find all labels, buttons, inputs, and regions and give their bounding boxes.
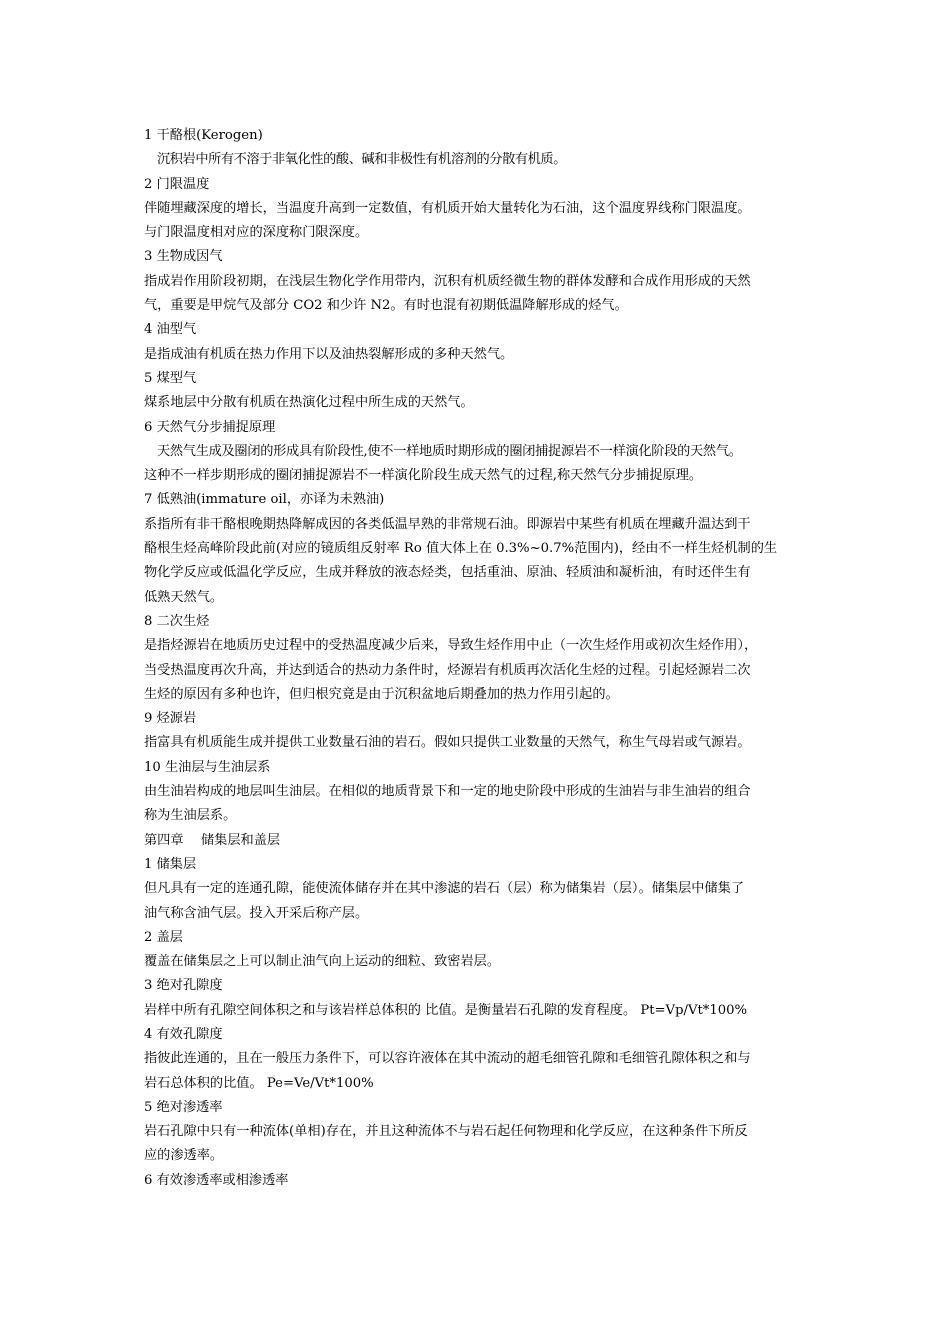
text-line: 这种不一样步期形成的圈闭捕捉源岩不一样演化阶段生成天然气的过程,称天然气分步捕捉原理。 [144,468,703,484]
text-line: 由生油岩构成的地层叫生油层。在相似的地质背景下和一定的地史阶段中形成的生油岩与非生油岩的组合 [144,784,751,800]
text-line: 与门限温度相对应的深度称门限深度。 [144,225,369,241]
text-line: 岩石孔隙中只有一种流体(单相)存在，并且这种流体不与岩石起任何物理和化学反应，在这种条件下所反 [144,1124,748,1140]
text-line: 油气称含油气层。投入开采后称产层。 [144,905,369,921]
text-line: 天然气生成及圈闭的形成具有阶段性,使不一样地质时期形成的圈闭捕捉源岩不一样演化阶段的天然气。 [157,443,742,459]
text-line: 2 门限温度 [144,176,210,192]
text-line: 酪根生烃高峰阶段此前(对应的镜质组反射率 Ro 值大体上在 0.3%~0.7%范围内)，经由不一样生烃机制的生 [144,541,778,557]
text-line: 是指烃源岩在地质历史过程中的受热温度减少后来，导致生烃作用中止（一次生烃作用或初次生烃作用）， [144,638,758,654]
text-line: 9 烃源岩 [144,711,197,727]
text-line: 指富具有机质能生成并提供工业数量石油的岩石。假如只提供工业数量的天然气，称生气母岩或气源岩。 [144,735,751,751]
text-line: 是指成油有机质在热力作用下以及油热裂解形成的多种天然气。 [144,346,514,362]
text-line: 6 有效渗透率或相渗透率 [144,1172,289,1188]
document-body [144,124,820,1193]
text-line: 5 煤型气 [144,370,197,386]
text-line: 第四章 储集层和盖层 [144,832,281,848]
text-line: 气，重要是甲烷气及部分 CO2 和少许 N2。有时也混有初期低温降解形成的烃气。 [144,298,628,314]
text-line: 当受热温度再次升高，并达到适合的热动力条件时，烃源岩有机质再次活化生烃的过程。引起烃源岩二次 [144,662,751,678]
text-line: 3 绝对孔隙度 [144,978,223,994]
text-line: 沉积岩中所有不溶于非氧化性的酸、碱和非极性有机溶剂的分散有机质。 [157,152,566,168]
text-line: 1 干酪根(Kerogen) [144,128,263,143]
text-line: 6 天然气分步捕捉原理 [144,419,276,435]
text-line: 4 有效孔隙度 [144,1026,223,1042]
text-line: 5 绝对渗透率 [144,1099,223,1115]
text-line: 指彼此连通的，且在一般压力条件下，可以容许液体在其中流动的超毛细管孔隙和毛细管孔隙体积之和与 [144,1051,751,1067]
text-line: 称为生油层系。 [144,808,237,824]
text-line: 2 盖层 [144,929,183,945]
text-line: 生烃的原因有多种也许，但归根究竟是由于沉积盆地后期叠加的热力作用引起的。 [144,686,619,702]
text-line: 10 生油层与生油层系 [144,759,271,775]
text-line: 系指所有非干酪根晚期热降解成因的各类低温早熟的非常规石油。即源岩中某些有机质在埋藏升温达到干 [144,516,751,532]
text-line: 指成岩作用阶段初期，在浅层生物化学作用带内，沉积有机质经微生物的群体发酵和合成作用形成的天然 [144,273,751,289]
text-line: 应的渗透率。 [144,1148,224,1164]
text-line: 岩样中所有孔隙空间体积之和与该岩样总体积的 比值。是衡量岩石孔隙的发育程度。 Pt=Vp/Vt*100% [144,1002,748,1018]
text-line: 4 油型气 [144,322,197,338]
text-line: 覆盖在储集层之上可以制止油气向上运动的细粒、致密岩层。 [144,954,501,970]
text-line: 7 低熟油(immature oil，亦译为未熟油) [144,492,385,508]
text-line: 低熟天然气。 [144,589,224,605]
text-line: 伴随埋藏深度的增长，当温度升高到一定数值，有机质开始大量转化为石油，这个温度界线称门限温度。 [144,200,751,216]
text-line: 物化学反应或低温化学反应，生成并释放的液态烃类，包括重油、原油、轻质油和凝析油，有时还伴生有 [144,565,751,581]
text-line: 但凡具有一定的连通孔隙，能使流体储存并在其中渗滤的岩石（层）称为储集岩（层）。储集层中储集了 [144,881,745,897]
text-line: 岩石总体积的比值。 Pe=Ve/Vt*100% [144,1075,374,1091]
text-line: 3 生物成因气 [144,249,223,265]
text-line: 煤系地层中分散有机质在热演化过程中所生成的天然气。 [144,395,474,411]
text-line: 8 二次生烃 [144,613,210,629]
text-line: 1 储集层 [144,856,197,872]
